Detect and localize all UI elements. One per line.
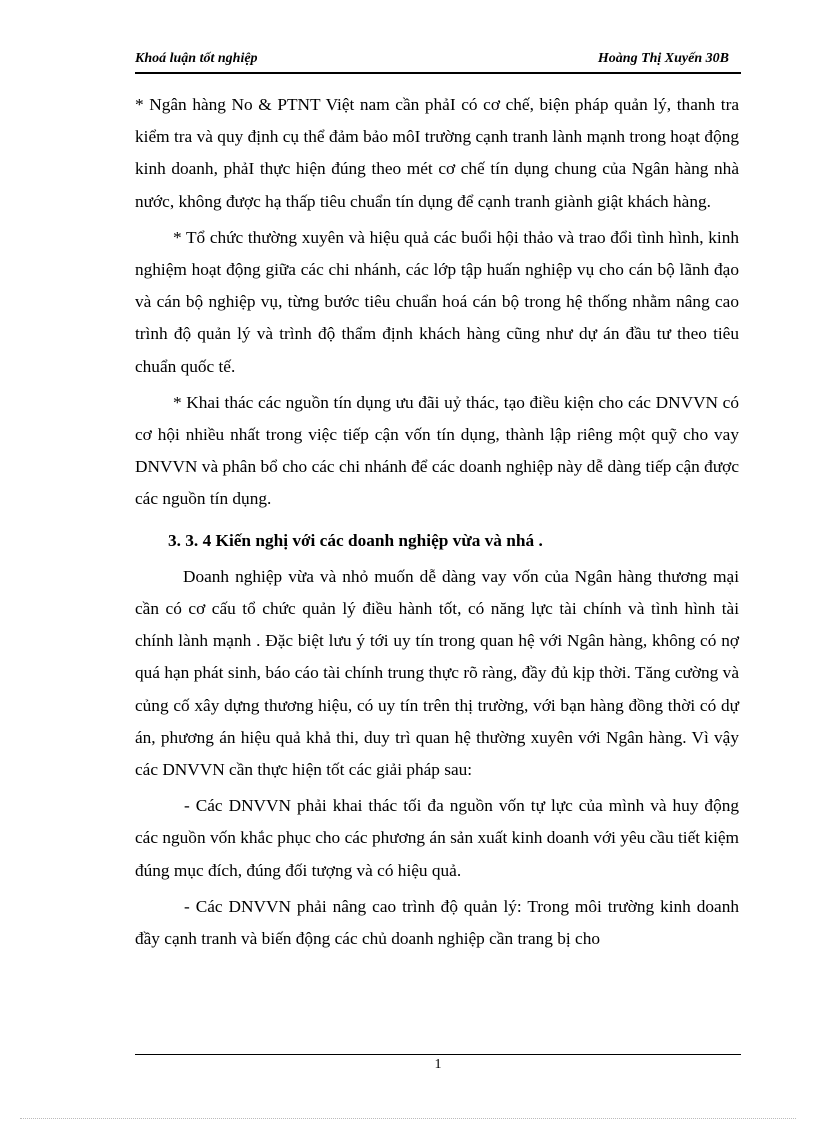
document-body bbox=[135, 89, 739, 955]
section-heading: 3. 3. 4 Kiến nghị với các doanh nghiệp vừa và nhá . bbox=[168, 530, 543, 550]
header-thesis-title: Khoá luận tốt nghiệp bbox=[135, 51, 258, 66]
footer-divider bbox=[135, 1054, 741, 1055]
paragraph-workshops: * Tổ chức thường xuyên và hiệu quả các buổi hội thảo và trao đổi tình hình, kinh nghiệm hoạt động giữa các chi nhánh, các lớp tập huấn nghiệp vụ cho cán bộ lãnh đạo và cán bộ nghiệp vụ, từng bước tiêu chuẩn hoá cán bộ trong hệ thống nhằm nâng cao trình độ quản lý và trình độ thẩm định khách hàng cũng như dự án đầu tư theo tiêu chuẩn quốc tế. bbox=[135, 227, 739, 376]
paragraph-bank-regulation: * Ngân hàng No & PTNT Việt nam cần phảI có cơ chế, biện pháp quản lý, thanh tra kiểm tra và quy định cụ thể đảm bảo môI trường cạnh tranh lành mạnh trong hoạt động kinh doanh, phảI thực hiện đúng theo mét cơ chế tín dụng chung của Ngân hàng nhà nước, không được hạ thấp tiêu chuẩn tín dụng để cạnh tranh giành giật khách hàng. bbox=[135, 95, 739, 211]
page-number: 1 bbox=[434, 1057, 442, 1072]
header-author-name: Hoàng Thị Xuyến 30B bbox=[597, 51, 729, 66]
paragraph-credit-sources: * Khai thác các nguồn tín dụng ưu đãi uỷ thác, tạo điều kiện cho các DNVVN có cơ hội nhiều nhất trong việc tiếp cận vốn tín dụng, thành lập riêng một quỹ cho vay DNVVN và phân bổ cho các chi nhánh để các doanh nghiệp này dễ dàng tiếp cận được các nguồn tín dụng. bbox=[135, 392, 739, 509]
paragraph-sme-requirements: Doanh nghiệp vừa và nhỏ muốn dễ dàng vay vốn của Ngân hàng thương mại cần có cơ cấu tổ chức quản lý điều hành tốt, có năng lực tài chính và tình hình tài chính lành mạnh . Đặc biệt lưu ý tới uy tín trong quan hệ với Ngân hàng, không có nợ quá hạn phát sinh, báo cáo tài chính trung thực rõ ràng, đầy đủ kịp thời. Tăng cường và củng cố xây dựng thương hiệu, có uy tín trên thị trường, với bạn hàng đồng thời có dự án, phương án hiệu quả khả thi, duy trì quan hệ thường xuyên với Ngân hàng. Vì vậy các DNVVN cần thực hiện tốt các giải pháp sau: bbox=[135, 566, 739, 780]
paragraph-management: - Các DNVVN phải nâng cao trình độ quản lý: Trong môi trường kinh doanh đầy cạnh tranh và biến động các chủ doanh nghiệp cần trang bị cho bbox=[135, 896, 739, 949]
paragraph-self-capital: - Các DNVVN phải khai thác tối đa nguồn vốn tự lực của mình và huy động các nguồn vốn khắc phục cho các phương án sản xuất kinh doanh với yêu cầu tiết kiệm đúng mục đích, đúng đối tượng và có hiệu quả. bbox=[135, 796, 739, 880]
page-header bbox=[135, 48, 741, 74]
page-edge-divider bbox=[20, 1118, 796, 1119]
